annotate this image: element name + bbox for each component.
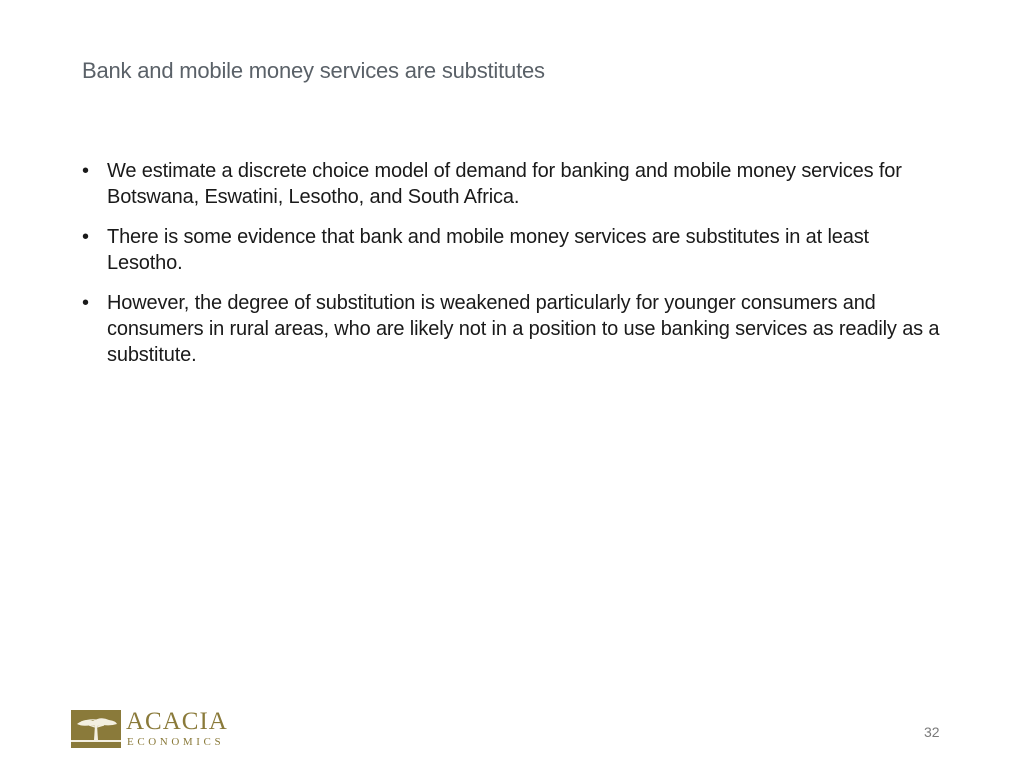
bullet-marker: • [82,160,89,182]
acacia-tree-graphic [71,710,121,748]
logo-subtitle: ECONOMICS [127,736,225,748]
bullet-item [82,158,942,210]
bullet-text: There is some evidence that bank and mobile money services are substitutes in at least Lesotho. [107,226,869,274]
bullet-text: However, the degree of substitution is weakened particularly for younger consumers and consumers in rural areas, who are likely not in a position to use banking services as readily as a substitute. [107,292,940,366]
page-number: 32 [924,724,940,740]
acacia-tree-icon [71,710,121,748]
bullet-marker: • [82,292,89,314]
bullet-item [82,290,942,368]
slide-title: Bank and mobile money services are substitutes [82,58,545,83]
bullet-item [82,224,942,276]
company-logo [71,708,241,750]
bullet-text: We estimate a discrete choice model of demand for banking and mobile money services for Botswana, Eswatini, Lesotho, and South Africa. [107,160,902,208]
bullet-list [82,158,942,382]
logo-name: ACACIA [126,708,228,735]
bullet-marker: • [82,226,89,248]
